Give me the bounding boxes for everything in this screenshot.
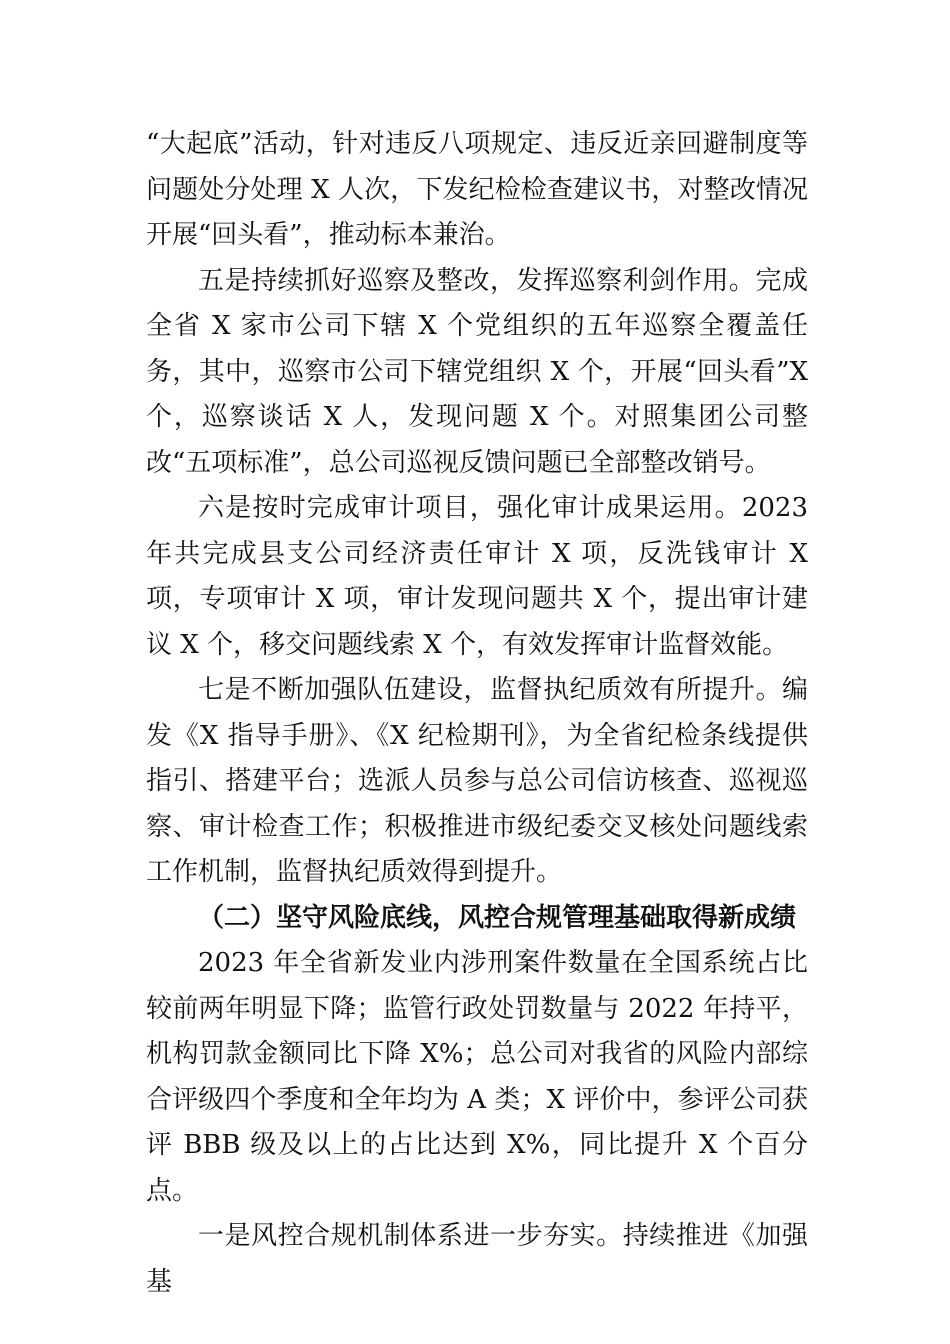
section-heading-risk: （二）坚守风险底线，风控合规管理基础取得新成绩 bbox=[198, 902, 797, 933]
paragraph-audit: 六是按时完成审计项目，强化审计成果运用。2023 年共完成县支公司经济责任审计 X 项，反洗钱审计 X 项，专项审计 X 项，审计发现问题共 X 个，提出审计建议 X 个，移交问题线索 X 个，有效发挥审计监督效能。 bbox=[146, 493, 808, 660]
paragraph-inspection: 五是持续抓好巡察及整改，发挥巡察利剑作用。完成全省 X 家市公司下辖 X 个党组织的五年巡察全覆盖任务，其中，巡察市公司下辖党组织 X 个，开展“回头看”X 个，巡察谈话 X 人，发现问题 X 个。对照集团公司整改“五项标准”，总公司巡视反馈问题已全部整改销号。 bbox=[146, 265, 808, 478]
paragraph-team-building: 七是不断加强队伍建设，监督执纪质效有所提升。编发《X 指导手册》、《X 纪检期刊》，为全省纪检条线提供指引、搭建平台；选派人员参与总公司信访核查、巡视巡察、审计检查工作；积极推进市级纪委交叉核处问题线索工作机制，监督执纪质效得到提升。 bbox=[146, 675, 808, 887]
paragraph-continued: “大起底”活动，针对违反八项规定、违反近亲回避制度等问题处分处理 X 人次，下发纪检检查建议书，对整改情况开展“回头看”，推动标本兼治。 bbox=[146, 129, 808, 250]
paragraph-compliance-mechanism: 一是风控合规机制体系进一步夯实。持续推进《加强基 bbox=[146, 1221, 808, 1297]
paragraph-risk-summary: 2023 年全省新发业内涉刑案件数量在全国系统占比较前两年明显下降；监管行政处罚数量与 2022 年持平，机构罚款金额同比下降 X%；总公司对我省的风险内部综合评级四个季度和全年均为 A 类；X 评价中，参评公司获评 BBB 级及以上的占比达到 X%，同比提升 X 个百分点。 bbox=[146, 948, 808, 1206]
document-body bbox=[146, 122, 808, 1305]
